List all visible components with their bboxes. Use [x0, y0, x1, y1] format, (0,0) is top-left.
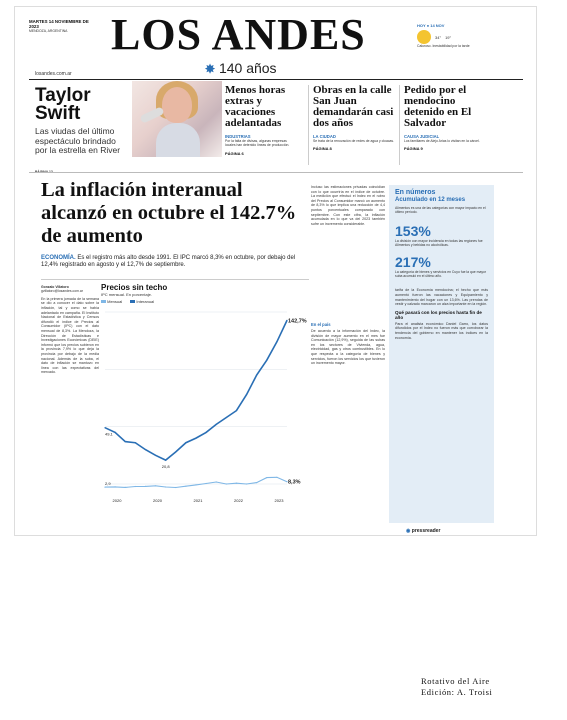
data-point — [195, 438, 196, 439]
sidebox-kicker: En números — [395, 189, 436, 196]
weather-box — [417, 23, 521, 48]
anniversary-star-icon: ✸ — [205, 62, 216, 76]
column-1 — [41, 285, 99, 375]
label-start: 49,1 — [105, 431, 113, 437]
credit-line-2: Edición: A. Troisi — [421, 687, 493, 697]
legend-mensual: Mensual — [107, 299, 123, 304]
anniversary-number: 140 — [218, 60, 243, 76]
data-point — [276, 341, 277, 342]
city: MENDOZA, ARGENTINA — [29, 29, 68, 33]
photo-face — [162, 87, 192, 123]
column-2b — [311, 319, 385, 366]
author: Gonzalo Villatoro — [41, 285, 69, 289]
newspaper-page — [14, 6, 537, 536]
col2b-head: En el país — [311, 322, 331, 327]
pressreader-brand: pressreader — [411, 528, 441, 534]
teaser-causa[interactable]: Pedido por el mendocino detenido en El Salvador CAUSA JUDICIAL Los familiares de Alejo Arias lo visitan en la cárcel. PÁGINA 9 — [404, 85, 484, 151]
teaser-rule — [29, 172, 523, 173]
teaser-page: PÁGINA 8 — [313, 146, 332, 152]
data-point — [145, 486, 146, 487]
col3-head: Qué pasará con los precios hasta fin de año — [395, 309, 482, 320]
photo-dress — [156, 123, 200, 157]
chart-subtitle: IPC mensual. En porcentaje. — [101, 292, 152, 297]
x-tick: 2021 — [193, 498, 203, 503]
chart-title: Precios sin techo — [101, 283, 168, 292]
col3b-text: Para el analista económico Daniel Garro, los datos difundidos por el Indec no fueron más que corroborar la tendencia del gobierno en mantener los índices en la economía. — [395, 321, 488, 340]
masthead-logo: LOS ANDES — [111, 10, 366, 59]
label-mensual-start: 2,9 — [105, 481, 111, 487]
teaser-title: Taylor Swift — [35, 85, 91, 124]
summary-text: Es el registro más alto desde 1991. El IPC marcó 8,3% en octubre, por debajo del 12,4% registrado en agosto y el 12,7% de septiembre. — [41, 255, 296, 268]
singer-photo — [132, 81, 222, 157]
temp-max: 34° — [435, 34, 442, 40]
x-tick: 2020 — [112, 498, 122, 503]
teaser-category: LA CIUDAD — [313, 134, 336, 139]
masthead-rule — [29, 79, 523, 80]
teaser-ciudad[interactable]: Obras en la calle San Juan demandarán casi dos años LA CIUDAD Se trata de la renovación de redes de agua y cloacas. PÁGINA 8 — [313, 84, 395, 152]
data-point — [185, 486, 186, 487]
temp-min: 19° — [445, 34, 452, 40]
x-tick: 2023 — [274, 498, 284, 503]
pressreader-icon: ◉ — [406, 528, 411, 534]
data-point — [216, 424, 217, 425]
data-point — [175, 487, 176, 488]
data-point — [195, 484, 196, 485]
col3-text: tarifa de la Economía mendocina; el hecho que más aumentó fueron las vacaciones y Equipamiento y mantenimiento del hogar con un 13,6%. Las prendas de vestir y calzado marcaron un alza importante en la región. — [395, 288, 488, 307]
teaser-page: PÁGINA 6 — [225, 150, 244, 156]
stat-1: 153% — [395, 222, 431, 239]
teaser-page: PÁGINA 9 — [404, 146, 423, 152]
pressreader-logo — [406, 528, 440, 534]
credit-block — [421, 676, 493, 698]
data-point — [236, 483, 237, 484]
data-point — [175, 451, 176, 452]
main-headline: La inflación interanual alcanzó en octubre el 142.7% de aumento — [41, 179, 297, 247]
stats-sidebox: En números Acumulado en 12 meses Alimentos es una de las categorías con mayor impacto en el último período. 153% La división con mayor incidencia en todas las regiones fue Alimentos y bebidas no alcohólicas. 217% La categoría de bienes y servicios en Cuyo fue la que mayor suba acumuló en el último año. tarifa de la Economía mendocina; el hecho que más aumentó fueron las vacaciones y Equipamiento y mantenimiento del hogar con un 13,6%. Las prendas de vestir y calzado marcaron un alza importante en la región. Qué pasará con los precios hasta fin de año Para el analista económico Daniel Garro, los datos difundidos por el Indec no fueron más que corroborar la tendencia del gobierno en mantener los índices en la economía. — [389, 185, 494, 523]
kicker: ECONOMÍA. — [41, 255, 76, 261]
data-point — [135, 486, 136, 487]
teaser-category: INDUSTRIAS — [225, 134, 251, 139]
data-point — [226, 483, 227, 484]
teaser-category: CAUSA JUDICIAL — [404, 134, 440, 139]
label-mensual-end: 8,3% — [288, 479, 301, 486]
author-email: gvillatoro@losandes.com.ar — [41, 289, 83, 294]
weather-note: Caluroso. Inestabilidad por la tarde — [417, 44, 470, 48]
data-point — [256, 482, 257, 483]
anniversary — [205, 60, 277, 76]
stat-2-text: La categoría de bienes y servicios en Cuyo fue la que mayor suba acumuló en el último año. — [395, 269, 487, 279]
weather-label: HOY ● 14 NOV — [417, 23, 445, 28]
data-point — [276, 477, 277, 478]
teaser-title: Pedido por el mendocino detenido en El Salvador — [404, 84, 472, 129]
series-line-interanual — [105, 320, 287, 460]
col2b-text: De acuerdo a la información del Indec, la división de mayor aumento en el mes fue Comunicación (12,9%), seguida de las subas en los sectores de Vivienda, agua, electricidad, gas y otros combustibles. En lo que respecta a la categoría de bienes y servicios, fueron los servicios los que tuvieron un incremento mayor. — [311, 329, 385, 366]
teaser-industrias[interactable]: Menos horas extras y vacaciones adelantadas INDUSTRIAS Por la falta de divisas, algunas empresas locales han detenido líneas de producción. PÁGINA 6 — [225, 85, 295, 156]
data-point — [266, 477, 267, 478]
website: losandes.com.ar — [35, 71, 72, 77]
data-point — [165, 460, 166, 461]
data-point — [206, 483, 207, 484]
x-tick: 2022 — [234, 498, 243, 503]
microphone-icon — [139, 106, 164, 123]
x-tick: 2020 — [153, 498, 162, 503]
inflation-chart — [101, 283, 307, 503]
col2-text: Incluso las estimaciones privadas coincidían con lo que ocurriría en el índice de octubre. La medición que efectuó el Indec en el rubro del Precios al Consumidor marcó un aumento de 8,3% lo que implica una reducción de 4,4 puntos porcentuales comparado con septiembre. Con este cifra, la inflación acumulada en lo que va del 2023 también sufre un incremento considerable. — [311, 185, 385, 226]
data-point — [206, 432, 207, 433]
data-point — [185, 442, 186, 443]
data-point — [155, 485, 156, 486]
data-point — [256, 374, 257, 375]
sidebox-title: Acumulado en 12 meses — [395, 197, 466, 203]
data-point — [155, 455, 156, 456]
data-point — [125, 487, 126, 488]
data-point — [104, 427, 105, 428]
data-point — [236, 410, 237, 411]
data-point — [266, 360, 267, 361]
credit-line-1: Rotativo del Aire — [421, 676, 490, 686]
column-2 — [311, 185, 385, 226]
data-point — [145, 449, 146, 450]
teaser-taylor[interactable] — [35, 87, 130, 174]
sun-icon — [417, 30, 431, 44]
data-point — [104, 487, 105, 488]
date: MARTES 14 NOVIEMBRE DE 2023 — [29, 19, 89, 29]
chart-plot — [101, 304, 307, 504]
data-point — [216, 481, 217, 482]
teaser-title: Obras en la calle San Juan demandarán casi dos años — [313, 84, 394, 129]
data-point — [115, 486, 116, 487]
dateline — [29, 19, 89, 33]
col1-text: En la primera jornada de la semana se dio a conocer el dato sobre la inflación, tal y como se había adelantado en campaña. El Instituto Nacional de Estadística y Censos difundió el índice de Precios al Consumidor (IPC) con el dato mensual de 8,3%. La Mendoza, la Dirección de Estadísticas e Investigaciones Económicas (DEIE) informó que los precios subieron en la provincia 7,9% lo que deja la provincia por debajo de la media nacional. Además de la suba, el dato de inflación se mantuvo en línea con las expectativas del mercado. — [41, 296, 99, 375]
data-point — [246, 483, 247, 484]
legend-interanual: Interanual — [136, 299, 155, 304]
data-point — [246, 394, 247, 395]
teaser-subtitle: Las viudas del último espectáculo brindado por la estrella en River — [35, 126, 121, 155]
teaser-title: Menos horas extras y vacaciones adelantadas — [225, 84, 286, 129]
label-end: 142,7% — [288, 318, 307, 325]
anniversary-label: años — [246, 60, 277, 76]
label-min: 20,8 — [161, 464, 170, 470]
data-point — [226, 417, 227, 418]
data-point — [115, 432, 116, 433]
data-point — [165, 486, 166, 487]
main-summary — [41, 255, 309, 269]
data-point — [135, 442, 136, 443]
series-line-mensual — [105, 477, 287, 487]
data-point — [125, 441, 126, 442]
stat-2: 217% — [395, 253, 431, 270]
